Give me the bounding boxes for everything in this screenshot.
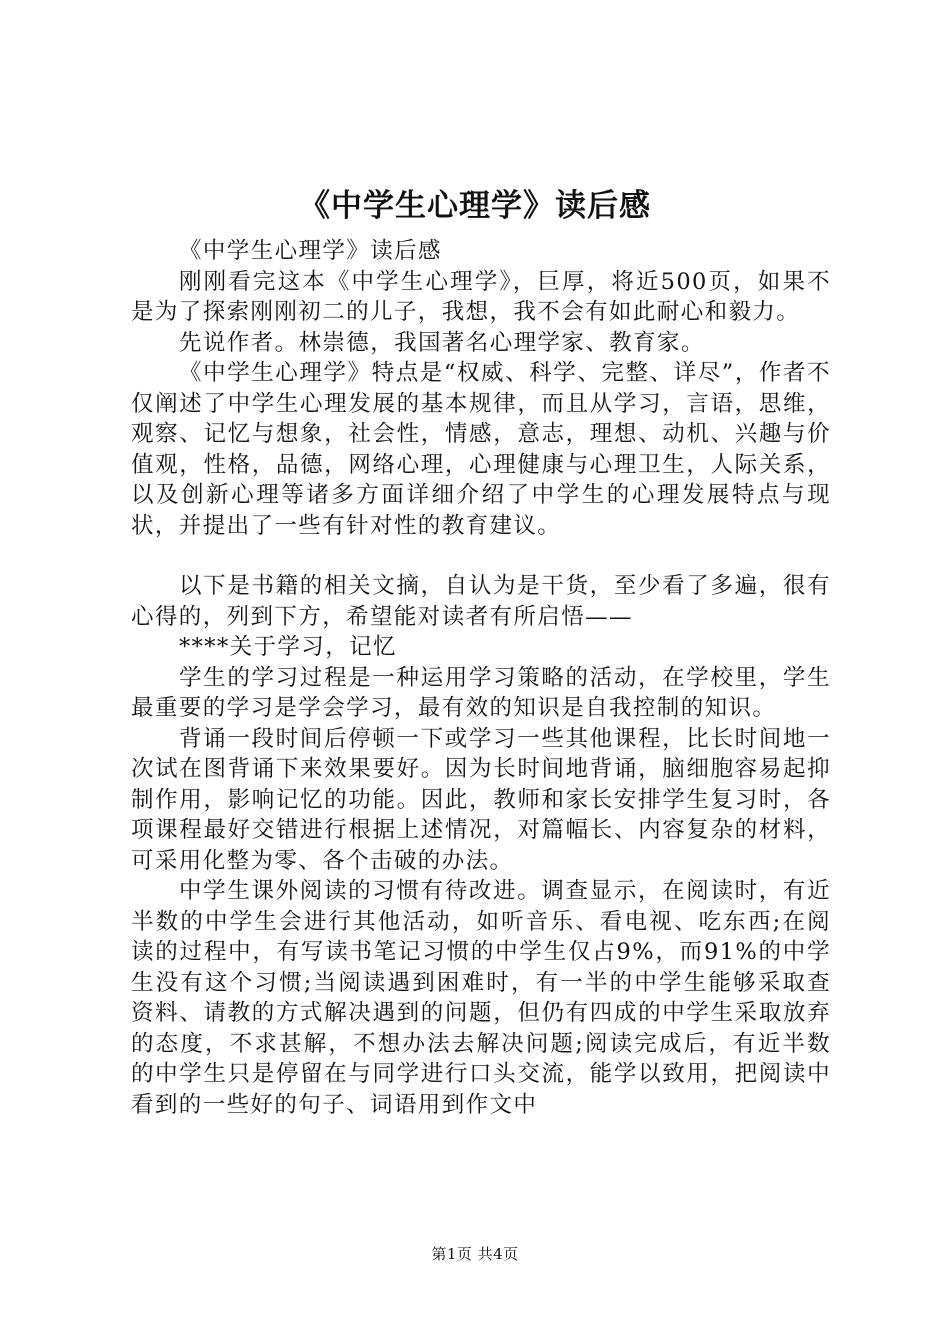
paragraph-author: 先说作者。林崇德，我国著名心理学家、教育家。	[179, 329, 705, 356]
paragraph-book-features: 《中学生心理学》特点是“权威、科学、完整、详尽”，作者不仅阐述了中学生心理发展的基本规律，而且从学习，言语，思维，观察、记忆与想象，社会性，情感，意志，理想、动机、兴趣与价值观，性格，品德，网络心理，心理健康与心理卫生，人际关系，以及创新心理等诸多方面详细介绍了中学生的心理发展特点与现状，并提出了一些有针对性的教育建议。	[131, 360, 831, 539]
paragraph-intro: 刚刚看完这本《中学生心理学》，巨厚，将近500页，如果不是为了探索刚刚初二的儿子，我想，我不会有如此耐心和毅力。	[131, 268, 831, 325]
paragraph-learning-process: 学生的学习过程是一种运用学习策略的活动，在学校里，学生最重要的学习是学会学习，最有效的知识是自我控制的知识。	[131, 664, 831, 721]
paragraph-recitation: 背诵一段时间后停顿一下或学习一些其他课程，比长时间地一次试在图背诵下来效果要好。因为长时间地背诵，脑细胞容易起抑制作用，影响记忆的功能。因此，教师和家长安排学生复习时，各项课程最好交错进行根据上述情况，对篇幅长、内容复杂的材料，可采用化整为零、各个击破的办法。	[131, 725, 831, 874]
paragraph-reading-habits: 中学生课外阅读的习惯有待改进。调查显示，在阅读时，有近半数的中学生会进行其他活动，如听音乐、看电视、吃东西;在阅读的过程中，有写读书笔记习惯的中学生仅占9%，而91%的中学生没有这个习惯;当阅读遇到困难时，有一半的中学生能够采取查资料、请教的方式解决遇到的问题，但仍有四成的中学生采取放弃的态度，不求甚解，不想办法去解决问题;阅读完成后，有近半数的中学生只是停留在与同学进行口头交流，能学以致用，把阅读中看到的一些好的句子、词语用到作文中	[131, 878, 831, 1118]
paragraph-excerpts-intro: 以下是书籍的相关文摘，自认为是干货，至少看了多遍，很有心得的，列到下方，希望能对读者有所启悟——	[131, 573, 831, 630]
page-number-footer: 第1页 共4页	[431, 1245, 519, 1263]
paragraph-subtitle: 《中学生心理学》读后感	[179, 238, 442, 264]
section-heading-learning-memory: ****关于学习，记忆	[179, 634, 397, 660]
document-title: 《中学生心理学》读后感	[299, 188, 651, 224]
document-body	[131, 236, 831, 1120]
